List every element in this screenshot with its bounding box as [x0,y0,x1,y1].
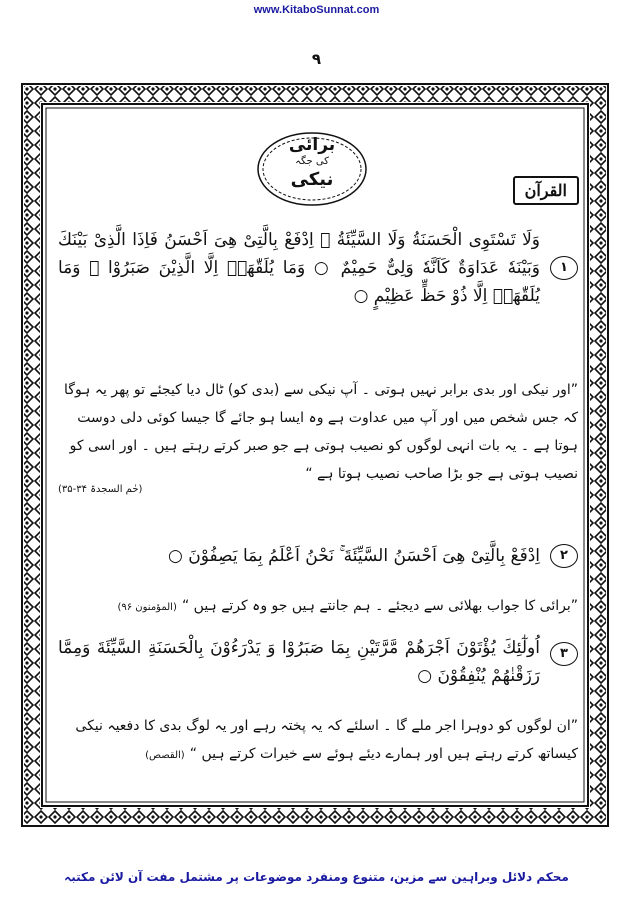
arabic-verse: اِدْفَعْ بِالَّتِیْ هِیَ اَحْسَنُ السَّيِّئَةَ ۚ نَحْنُ اَعْلَمُ بِمَا يَصِفُوْنَ ○ [167,546,540,566]
section-label: القرآن [513,176,579,205]
page-content [58,128,578,808]
seal-line1: برائی [288,135,336,155]
reference: (حٰم السجدۃ ۳۴-۳۵) [58,484,143,495]
verse-number: ٣ [550,642,578,666]
reference: (المؤمنون ۹۶) [117,602,177,613]
seal-line3: نیکی [290,169,334,190]
translation-block-3 [58,712,578,768]
verse-block-2 [58,542,578,570]
urdu-translation: ”اور نیکی اور بدی برابر نہیں ہوتی ۔ آپ نیکی سے (بدی کو) ٹال دیا کیجئے تو پھر یہ ہوگا کہ جس شخص میں اور آپ میں عداوت ہے وہ ایسا ہو جائے گا جیسا کوئی دلی دوست ہوتا ہے ۔ یہ بات انہی لوگوں کو نصیب ہوتی ہے جو صبر کرتے رہتے ہیں ۔ اور اسی کو نصیب ہوتی ہے جو بڑا صاحب نصیب ہوتا ہے “ [64,382,578,482]
seal-line2: کی جگہ [295,156,329,167]
arabic-verse: اُولٰٓئِكَ يُؤْتَوْنَ اَجْرَهُمْ مَّرَّتَيْنِ بِمَا صَبَرُوْا وَ يَدْرَءُوْنَ بِالْحَسَنَةِ السَّيِّئَةَ وَمِمَّا رَزَقْنٰهُمْ يُنْفِقُوْنَ ○ [58,638,540,686]
page-number: ٩ [311,50,322,68]
reference: (القصص) [145,750,185,761]
urdu-translation: ”ان لوگوں کو دوہرا اجر ملے گا ۔ اسلئے کہ یہ پختہ رہے اور یہ لوگ بدی کا دفعیہ نیکی کیساتھ کرتے رہتے ہیں اور ہمارے دیئے ہوئے سے خیرات کرتے ہیں “ [75,718,578,762]
verse-block-3 [58,634,578,690]
urdu-translation: ”برائی کا جواب بھلائی سے دیجئے ۔ ہم جانتے ہیں جو وہ کرتے ہیں “ [181,598,578,614]
arabic-verse: وَلَا تَسْتَوِی الْحَسَنَةُ وَلَا السَّيِّئَةُ ۚ اِدْفَعْ بِالَّتِیْ هِیَ اَحْسَنُ فَاِذَا الَّذِیْ بَيْنَكَ وَبَيْنَهٗ عَدَاوَةٌ كَاَنَّهٗ وَلِیٌّ حَمِيْمٌ ○ وَمَا يُلَقّٰهَاۤ اِلَّا الَّذِيْنَ صَبَرُوْا ۚ وَمَا يُلَقّٰهَاۤ اِلَّا ذُوْ حَظٍّ عَظِيْمٍ ○ [58,230,540,306]
verse-number: ٢ [550,544,578,568]
footer-line: محکم دلائل وبراہین سے مزین، متنوع ومنفرد موضوعات پر مشتمل مفت آن لائن مکتبہ [64,870,569,884]
verse-number: ١ [550,256,578,280]
top-url[interactable]: www.KitaboSunnat.com [253,4,380,16]
translation-block-2 [58,592,578,620]
verse-block-1 [58,226,578,310]
translation-block-1 [58,376,578,495]
